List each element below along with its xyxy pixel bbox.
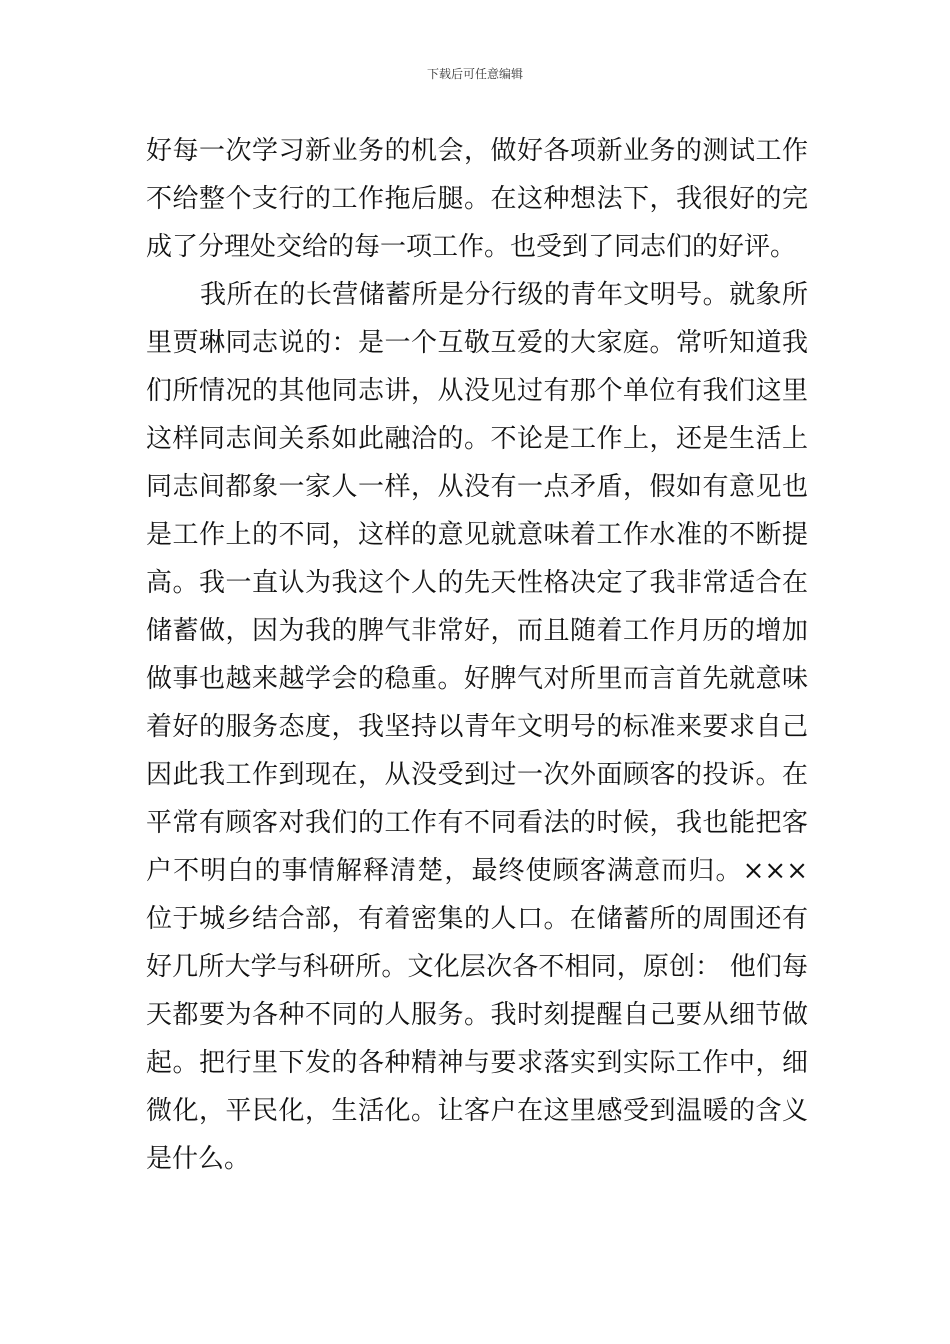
text-line: 里贾琳同志说的：是一个互敬互爱的大家庭。常听知道我 [146, 328, 808, 358]
text-line: 做事也越来越学会的稳重。好脾气对所里而言首先就意味 [146, 664, 808, 694]
text-line: 因此我工作到现在，从没受到过一次外面顾客的投诉。在 [146, 760, 808, 790]
text-line: 成了分理处交给的每一项工作。也受到了同志们的好评。 [146, 232, 797, 262]
paragraph [146, 271, 808, 1183]
text-line: 储蓄做，因为我的脾气非常好，而且随着工作月历的增加 [146, 616, 808, 646]
document-body [146, 127, 808, 1183]
text-line: 们所情况的其他同志讲，从没见过有那个单位有我们这里 [146, 376, 808, 406]
text-line: 同志间都象一家人一样，从没有一点矛盾，假如有意见也 [146, 472, 808, 502]
text-line: 是工作上的不同，这样的意见就意味着工作水准的不断提 [146, 520, 808, 550]
text-line: 这样同志间关系如此融洽的。不论是工作上，还是生活上 [146, 424, 808, 454]
text-line: 好几所大学与科研所。文化层次各不相同，原创： 他们每 [146, 952, 808, 982]
text-line: 微化，平民化，生活化。让客户在这里感受到温暖的含义 [146, 1096, 808, 1126]
text-line: 天都要为各种不同的人服务。我时刻提醒自己要从细节做 [146, 1000, 808, 1030]
paragraph [146, 127, 808, 271]
text-line: 我所在的长营储蓄所是分行级的青年文明号。就象所 [200, 280, 808, 310]
text-line: 户不明白的事情解释清楚，最终使顾客满意而归。××× [146, 856, 808, 886]
text-line: 起。把行里下发的各种精神与要求落实到实际工作中，细 [146, 1048, 808, 1078]
text-line: 高。我一直认为我这个人的先天性格决定了我非常适合在 [146, 568, 808, 598]
text-line: 位于城乡结合部，有着密集的人口。在储蓄所的周围还有 [146, 904, 808, 934]
text-line: 不给整个支行的工作拖后腿。在这种想法下，我很好的完 [146, 184, 808, 214]
text-line: 平常有顾客对我们的工作有不同看法的时候，我也能把客 [146, 808, 808, 838]
page-header: 下载后可任意编辑 [426, 67, 523, 81]
text-line: 是什么。 [146, 1144, 251, 1174]
text-line: 好每一次学习新业务的机会，做好各项新业务的测试工作 [146, 136, 808, 166]
text-line: 着好的服务态度，我坚持以青年文明号的标准来要求自己 [146, 712, 808, 742]
